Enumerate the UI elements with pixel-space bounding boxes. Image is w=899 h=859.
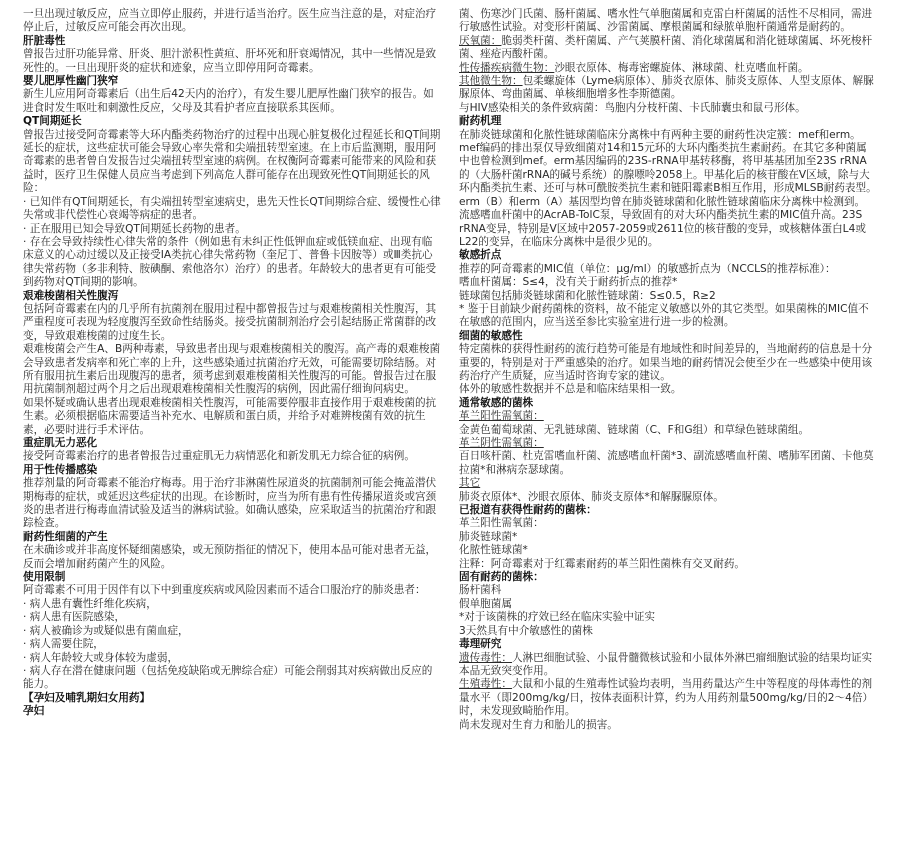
left-paragraph: · 病人患有囊性纤维化疾病， <box>23 597 157 610</box>
right-heading: 通常敏感的菌株 <box>459 396 534 409</box>
right-column <box>459 8 877 732</box>
right-paragraph <box>459 437 877 450</box>
left-heading: 肝脏毒性 <box>23 34 66 47</box>
right-paragraph: 菌、伤寒沙门氏菌、肠杆菌属、嗜水性气单胞菌属和克雷白杆菌属的活性不尽相同，需进行敏感性试验。对变形杆菌属、沙雷菌属、摩根菌属和绿脓单胞杆菌通常是耐药的。 <box>459 8 873 34</box>
right-heading: 耐药机理 <box>459 115 502 128</box>
paragraph-text: 脆弱类杆菌、类杆菌属、产气荚膜杆菌、消化球菌属和消化链球菌属、坏死梭杆菌、痤疮丙酸杆菌。 <box>459 34 873 61</box>
right-paragraph: 推荐的阿奇霉素的MIC值（单位：μg/ml）的敏感折点为（NCCLS的推荐标准）： <box>459 262 836 275</box>
left-paragraph: · 存在会导致持续性心律失常的条件（例如患有未纠正性低钾血症或低镁血症、出现有临床意义的心动过缓以及正接受IA类抗心律失常药物（奎尼丁、普鲁卡因胺等）或Ⅲ类抗心律失常药物（多非利特、胺碘酮、索他洛尔）治疗）的患者。年龄较大的患者更有可能受到药物对QT间期的影响。 <box>23 235 437 289</box>
right-paragraph: 注释：阿奇霉素对于红霉素耐药的革兰阳性菌株有交叉耐药。 <box>459 557 746 570</box>
left-paragraph: 曾报告过肝功能异常、肝炎、胆汁淤积性黄疸、肝坏死和肝衰竭情况，其中一些情况是致死性的。一旦出现肝炎的症状和迹象，应当立即停用阿奇霉素。 <box>23 48 437 74</box>
left-paragraph: 如果怀疑或确认患者出现艰难梭菌相关性腹泻，可能需要停服非直接作用于艰难梭菌的抗生素。必须根据临床需要适当补充水、电解质和蛋白质，并给予对难辨梭菌有效的抗生素，必要时进行手术评估。 <box>23 396 437 436</box>
left-paragraph: 包括阿奇霉素在内的几乎所有抗菌剂在服用过程中都曾报告过与艰难梭菌相关性腹泻，其严重程度可表现为轻度腹泻至致命性结肠炎。接受抗菌制剂治疗会引起结肠正常菌群的改变，导致艰难梭菌的过度生长。 <box>23 302 437 342</box>
paragraph-text: 沙眼衣原体、梅毒密螺旋体、淋球菌、杜克嗜血杆菌。 <box>554 61 809 74</box>
underlined-label: 遗传毒性： <box>459 651 512 664</box>
right-paragraph: 化脓性链球菌* <box>459 544 528 557</box>
right-paragraph <box>459 652 877 679</box>
right-paragraph: 与HIV感染相关的条件致病菌：鸟胞内分枝杆菌、卡氏肺囊虫和鼠弓形体。 <box>459 101 806 114</box>
left-paragraph: · 正在服用已知会导致QT间期延长药物的患者。 <box>23 222 246 235</box>
left-paragraph: · 病人存在潜在健康问题（包括免疫缺陷或无脾综合症）可能会削弱其对疾病做出反应的能力。 <box>23 664 433 691</box>
left-paragraph: 推荐剂量的阿奇霉素不能治疗梅毒。用于治疗非淋菌性尿道炎的抗菌制剂可能会掩盖潜伏期梅毒的症状，或延迟这些症状的出现。在诊断时，应当为所有患有性传播尿道炎或宫颈炎的患者进行梅毒血清试验及适当的淋病试验。如确认感染，应采取适当的抗菌治疗和跟踪检查。 <box>23 477 437 530</box>
right-heading: 毒理研究 <box>459 638 502 651</box>
right-paragraph <box>459 477 877 490</box>
right-paragraph: 假单胞菌属 <box>459 597 512 610</box>
left-paragraph: 阿奇霉素不可用于因伴有以下中到重度疾病或风险因素而不适合口服治疗的肺炎患者： <box>23 584 426 597</box>
right-heading: 敏感折点 <box>459 249 502 262</box>
right-paragraph <box>459 75 877 102</box>
right-paragraph: 肺炎衣原体*、沙眼衣原体、肺炎支原体*和解脲脲原体。 <box>459 490 724 503</box>
left-column <box>23 8 441 719</box>
right-paragraph <box>459 62 877 75</box>
left-paragraph: 艰难梭菌会产生A、B两种毒素，导致患者出现与艰难梭菌相关的腹泻。高产毒的艰难梭菌会导致患者发病率和死亡率的上升，这些感染通过抗菌治疗无效，可能需要切除结肠。对所有服用抗生素后出现腹泻的患者，须考虑到艰难梭菌相关性腹泻的可能。曾报告过在服用抗菌制剂超过两个月之后出现艰难梭菌相关性腹泻的病例，因此需仔细询问病史。 <box>23 343 441 396</box>
left-heading: QT间期延长 <box>23 115 82 128</box>
right-paragraph: 百日咳杆菌、杜克雷嗜血杆菌、流感嗜血杆菌*3、副流感嗜血杆菌、嗜肺军团菌、卡他莫拉菌*和淋病奈瑟球菌。 <box>459 450 874 476</box>
underlined-label: 其他微生物： <box>459 75 523 88</box>
right-paragraph: 革兰阳性需氧菌： <box>459 517 544 530</box>
right-paragraph <box>459 410 877 423</box>
left-paragraph: · 病人需要住院， <box>23 638 104 651</box>
underlined-label: 厌氧菌： <box>459 34 502 47</box>
right-paragraph: 金黄色葡萄球菌、无乳链球菌、链球菌（C、F和G组）和草绿色链球菌组。 <box>459 423 810 436</box>
left-heading: 婴儿肥厚性幽门狭窄 <box>23 75 119 88</box>
right-heading: 已报道有获得性耐药的菌株： <box>459 504 597 517</box>
right-paragraph <box>459 678 877 718</box>
left-paragraph: · 病人患有医院感染， <box>23 611 126 624</box>
right-paragraph: 在肺炎链球菌和化脓性链球菌临床分离株中有两种主要的耐药性决定簇：mef和erm。mef编码的排出泵仅导致细菌对14和15元环的大环内酯类抗生素耐药。在其它多种菌属中也曾检测到mef。erm基因编码的23S-rRNA甲基转移酶，将甲基基团加至23S rRNA的（大肠杆菌rRNA的碱号系统）的腺嘌呤2058上。甲基化后的核苷酸在V区域，除与大环内酯类抗生素、还可与林可酰胺类抗生素和链阳霉素B相互作用，形成MLSB耐药表型。erm（B）和erm（A）基因型均曾在肺炎链球菌和化脓性链球菌临床分离株中检测到。 <box>459 128 877 208</box>
underlined-label: 革兰阴性需氧菌： <box>459 437 544 449</box>
right-paragraph: 肺炎链球菌* <box>459 530 518 543</box>
paragraph-text: 人淋巴细胞试验、小鼠骨髓微核试验和小鼠体外淋巴瘤细胞试验的结果均证实本品无致突变作用。 <box>459 651 873 677</box>
left-paragraph: · 已知伴有QT间期延长，有尖端扭转型室速病史，患先天性长QT间期综合症、缓慢性心律失常或非代偿性心衰竭等病症的患者。 <box>23 195 441 222</box>
right-paragraph: 流感嗜血杆菌中的AcrAB-TolC泵，导致固有的对大环内酯类抗生素的MIC值升高。23S rRNA变异，特别是V区域中2057-2059或2611位的核苷酸的变异，或核糖体蛋白L4或L22的变异，在临床分离株中是很少见的。 <box>459 209 866 248</box>
left-heading: 用于性传播感染 <box>23 463 98 476</box>
left-heading: 耐药性细菌的产生 <box>23 530 108 543</box>
right-paragraph: 尚未发现对生育力和胎儿的损害。 <box>459 718 618 731</box>
underlined-label: 生殖毒性： <box>459 678 512 691</box>
right-paragraph <box>459 35 877 62</box>
right-paragraph: 链球菌包括肺炎链球菌和化脓性链球菌：S≤0.5，R≥2 <box>459 289 716 302</box>
right-heading: 细菌的敏感性 <box>459 329 523 342</box>
left-paragraph: 在未确诊或并非高度怀疑细菌感染，或无预防指征的情况下，使用本品可能对患者无益，反而会增加耐药菌产生的风险。 <box>23 544 437 570</box>
left-paragraph: · 病人年龄较大或身体较为虚弱， <box>23 651 179 664</box>
right-paragraph: 体外的敏感性数据并不总是和临床结果相一致。 <box>459 383 682 396</box>
underlined-label: 性传播疾病微生物： <box>459 61 555 74</box>
left-heading: 艰难梭菌相关性腹泻 <box>23 289 119 302</box>
right-paragraph: 3天然具有中介敏感性的菌株 <box>459 624 593 637</box>
left-heading: 重症肌无力恶化 <box>23 437 98 449</box>
underlined-label: 革兰阳性需氧菌： <box>459 410 544 423</box>
paragraph-text: 大鼠和小鼠的生殖毒性试验均表明，当用药量达产生中等程度的母体毒性的剂量水平（即200mg/kg/日，按体表面积计算，约为人用药剂量500mg/kg/日的2～4倍）时，未发现致畸胎作用。 <box>459 678 874 718</box>
right-paragraph: * 鉴于目前缺少耐药菌株的资料，故不能定义敏感以外的其它类型。如果菌株的MIC值不在敏感的范围内，应当送至参比实验室进行进一步的检测。 <box>459 302 869 329</box>
right-heading: 固有耐药的菌株： <box>459 571 544 584</box>
underlined-label: 其它 <box>459 477 481 490</box>
right-paragraph: 嗜血杆菌属：S≤4，没有关于耐药折点的推荐* <box>459 276 678 289</box>
right-paragraph: 肠杆菌科 <box>459 584 502 597</box>
left-paragraph: · 病人被确诊为或疑似患有菌血症， <box>23 624 189 637</box>
right-paragraph: 特定菌株的获得性耐药的流行趋势可能是有地域性和时间差异的，当地耐药的信息是十分重要的，特别是对于严重感染的治疗。如果当地的耐药情况会使至少在一些感染中使用该药治疗产生质疑，应当适时咨询专家的建议。 <box>459 343 873 382</box>
right-paragraph: *对于该菌株的疗效已经在临床实验中证实 <box>459 611 655 624</box>
left-paragraph: 一旦出现过敏反应，应当立即停止服药，并进行适当治疗。医生应当注意的是，对症治疗停止后，过敏反应可能会再次出现。 <box>23 8 437 34</box>
left-paragraph: 接受阿奇霉素治疗的患者曾报告过重症肌无力病情恶化和新发肌无力综合征的病例。 <box>23 450 415 463</box>
left-heading: 孕妇 <box>23 705 45 718</box>
left-heading: 【孕妇及哺乳期妇女用药】 <box>23 691 151 704</box>
left-paragraph: 新生儿应用阿奇霉素后（出生后42天内的治疗），有发生婴儿肥厚性幽门狭窄的报告。如进食时发生呕吐和刺激性反应，父母及其看护者应直接联系其医师。 <box>23 88 434 114</box>
paragraph-text: 包柔螺旋体（Lyme病原体）、肺炎衣原体、肺炎支原体、人型支原体、解脲脲原体、弯曲菌属、单核细胞增多性李斯德菌。 <box>459 75 874 101</box>
left-paragraph: 曾报告过接受阿奇霉素等大环内酯类药物治疗的过程中出现心脏复极化过程延长和QT间期延长的症状，这些症状可能会导致心率失常和尖端扭转型室速。在上市后监测期，服用阿奇霉素的患者曾自发报告过尖端扭转型室速的病例。在权衡阿奇霉素可能带来的风险和获益时，医疗卫生保健人员应当考虑到下列高危人群可能存在出现致死性QT间期延长的风险： <box>23 128 441 195</box>
left-heading: 使用限制 <box>23 571 66 584</box>
